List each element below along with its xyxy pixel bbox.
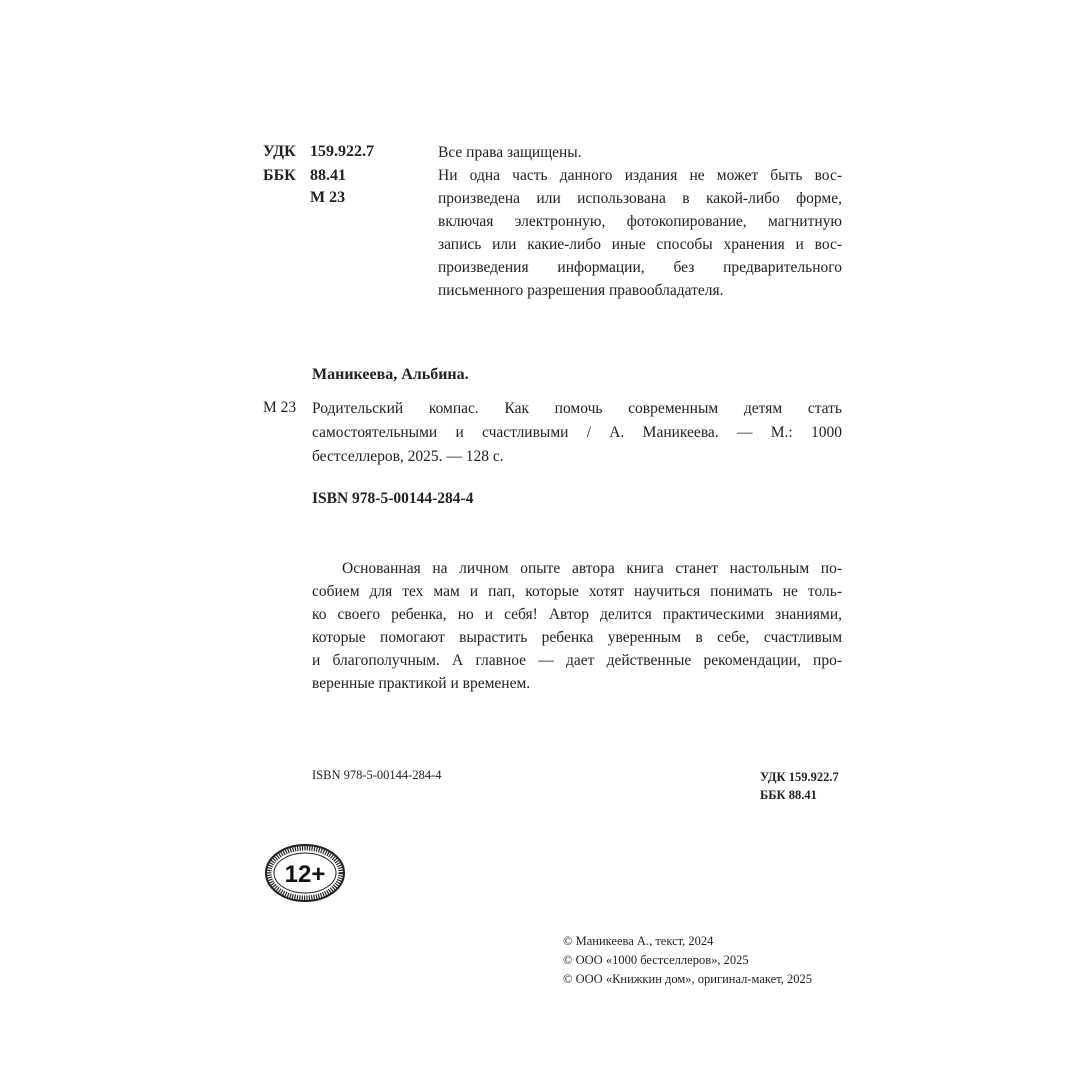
rights-line: произведена или использована в какой-либо форме, — [438, 190, 842, 207]
annotation-line: которые помогают вырастить ребенка уверенным в себе, счастливым — [312, 629, 842, 646]
annotation — [312, 557, 842, 695]
biblio-line: самостоятельными и счастливыми / А. Маникеева. — М.: 1000 — [312, 424, 842, 441]
isbn-footer: ISBN 978-5-00144-284-4 — [312, 768, 442, 782]
annotation-line: веренные практикой и временем. — [312, 675, 531, 692]
annotation-line: ко своего ребенка, но и себя! Автор делится практическими знаниями, — [312, 606, 842, 623]
rights-line: включая электронную, фотокопирование, магнитную — [438, 213, 842, 230]
footer-codes — [760, 768, 839, 804]
author-mark: М 23 — [263, 399, 297, 416]
copyright-line: © ООО «Книжкин дом», оригинал-макет, 2025 — [563, 972, 812, 986]
bbk-value: 88.41 — [310, 167, 346, 184]
rights-line: Ни одна часть данного издания не может быть вос- — [438, 167, 842, 184]
biblio-line: Родительский компас. Как помочь современным детям стать — [312, 400, 842, 417]
rights-line: произведения информации, без предварительного — [438, 259, 842, 276]
bbk-label: ББК — [263, 167, 296, 184]
annotation-line: собием для тех мам и пап, которые хотят научиться понимать не толь- — [312, 583, 842, 600]
udk-label: УДК — [263, 143, 296, 160]
author-mark-top: М 23 — [310, 189, 346, 206]
age-rating-badge-icon — [264, 843, 346, 903]
rights-line: Все права защищены. — [438, 144, 582, 161]
bbk-footer: ББК 88.41 — [760, 788, 817, 802]
copyright-block — [563, 932, 812, 989]
author-name: Маникеева, Альбина. — [312, 366, 469, 383]
isbn-main: ISBN 978-5-00144-284-4 — [312, 490, 474, 507]
copyright-line: © ООО «1000 бестселлеров», 2025 — [563, 953, 749, 967]
copyright-line: © Маникеева А., текст, 2024 — [563, 934, 714, 948]
annotation-line: и благополучным. А главное — дает действенные рекомендации, про- — [312, 652, 842, 669]
rights-notice — [438, 141, 842, 302]
annotation-line: Основанная на личном опыте автора книга станет настольным по- — [342, 560, 842, 577]
age-rating-label: 12+ — [284, 861, 326, 888]
rights-line: письменного разрешения правообладателя. — [438, 282, 724, 299]
udk-value: 159.922.7 — [310, 143, 374, 160]
udk-footer: УДК 159.922.7 — [760, 770, 839, 784]
biblio-line: бестселлеров, 2025. — 128 с. — [312, 448, 504, 465]
rights-line: запись или какие-либо иные способы хранения и вос- — [438, 236, 842, 253]
bibliographic-description — [312, 397, 842, 469]
